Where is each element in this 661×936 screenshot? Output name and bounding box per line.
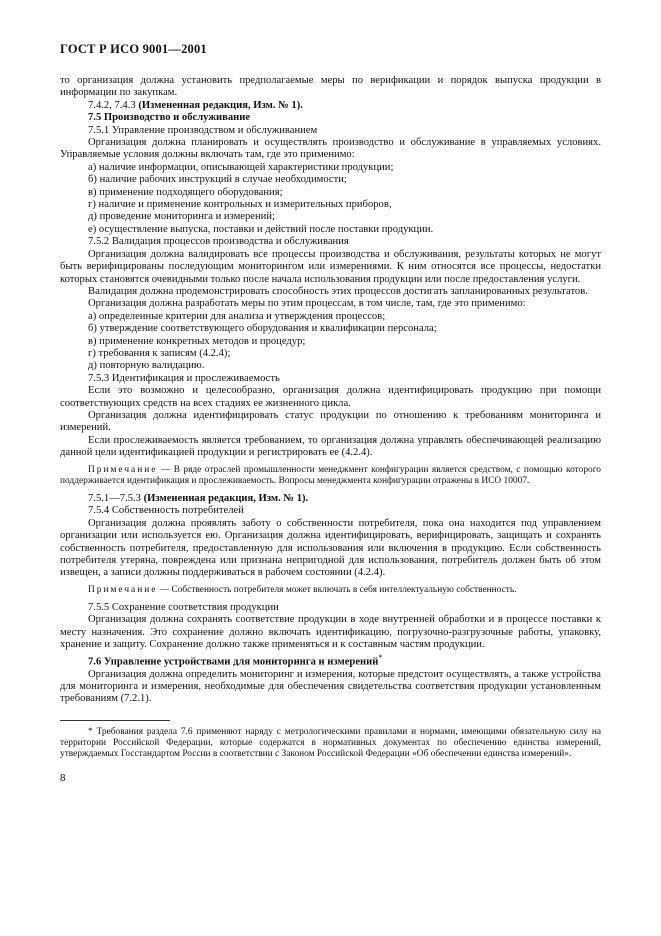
amendment-note: 7.5.1—7.5.3 (Измененная редакция, Изм. № 1). [88,493,309,504]
section-heading-7-5: 7.5 Производство и обслуживание [88,112,251,124]
paragraph: то организация должна установить предполагаемые меры по верификации и порядок выпуска продукции в информации по закупкам. [60,75,601,99]
paragraph: Организация должна сохранять соответствие продукции в ходе внутренней обработки и в процессе поставки к месту назначения. Это сохранение должно включать идентификацию, погрузочно-разгрузочные работы, упаковку, хранение и защиту. Сохранение должно также применяться и к составным частям продукции. [60,614,601,651]
list-item: г) требования к записям (4.2.4); [88,347,231,359]
footnote: * Требования раздела 7.6 применяют наряду с метрологическими правилами и нормами, имеющими обязательную силу на территории Российской Федерации, которые содержатся в нормативных документах по обеспечению единства измерений, утверждаемых Госстандартом России в соответствии с Законом Российской Федерации «Об обеспечении единства измерений». [60,726,601,760]
page-number: 8 [60,772,66,785]
amendment-note: 7.4.2, 7.4.3 (Измененная редакция, Изм. № 1). [88,99,303,111]
list-item: в) применение подходящего оборудования; [88,186,283,198]
section-heading-7-6: 7.6 Управление устройствами для мониторинга и измерений* [88,652,383,668]
list-item: д) повторную валидацию. [88,360,205,372]
paragraph: Организация должна планировать и осуществлять производство и обслуживание в управляемых условиях. Управляемые условия должны включать там, где это применимо: [60,137,601,161]
subsection-heading-7-5-3: 7.5.3 Идентификация и прослеживаемость [88,372,280,384]
subsection-heading-7-5-2: 7.5.2 Валидация процессов производства и обслуживания [88,236,349,248]
paragraph: Валидация должна продемонстрировать способность этих процессов достигать запланированных результатов. [88,285,588,297]
list-item: е) осуществление выпуска, поставки и действий после поставки продукции. [88,223,434,235]
subsection-heading-7-5-4: 7.5.4 Собственность потребителей [88,505,244,517]
document-header: ГОСТ Р ИСО 9001—2001 [60,42,207,56]
subsection-heading-7-5-1: 7.5.1 Управление производством и обслуживанием [88,124,318,136]
footnote-divider [60,720,170,721]
paragraph: Организация должна идентифицировать статус продукции по отношению к требованиям мониторинга и измерений. [60,409,601,434]
paragraph: Организация должна разработать меры по этим процессам, в том числе, там, где это применимо: [88,298,526,310]
list-item: а) наличие информации, описывающей характеристики продукции; [88,161,394,173]
note: Примечание — В ряде отраслей промышленности менеджмент конфигурации является средством, с помощью которого поддерживается идентификация и прослеживаемость. Вопросы менеджмента конфигурации отражены в ИСО 10007. [60,464,601,486]
paragraph: Если это возможно и целесообразно, организация должна идентифицировать продукцию при помощи соответствующих средств на всех стадиях ее жизненного цикла. [60,385,601,409]
list-item: б) наличие рабочих инструкций в случае необходимости; [88,174,347,186]
list-item: г) наличие и применение контрольных и измерительных приборов, [88,199,392,211]
paragraph: Организация должна проявлять заботу о собственности потребителя, пока она находится под управлением организации или используется ею. Организация должна идентифицировать, верифицировать, защищать и сохранять собственность потребителя, предоставленную для использования или включения в продукцию. Если собственность потребителя утеряна, повреждена или признана непригодной для использования, потребитель должен быть об этом извещен, а записи должны поддерживаться в рабочем состоянии (4.2.4). [60,517,601,579]
document-page [60,42,601,784]
footnote-marker[interactable]: * [378,652,383,662]
note: Примечание — Собственность потребителя может включать в себя интеллектуальную собственность. [88,584,517,595]
list-item: в) применение конкретных методов и процедур; [88,335,306,347]
paragraph: Если прослеживаемость является требованием, то организация должна управлять обеспечивающей реализацию данной цели идентификацией продукции и регистрировать ее (4.2.4). [60,434,601,459]
paragraph: Организация должна определить мониторинг и измерения, которые предстоит осуществлять, а также устройства для мониторинга и измерения, необходимые для обеспечения свидетельства соответствия продукции установленным требованиям (7.2.1). [60,668,601,705]
list-item: а) определенные критерии для анализа и утверждения процессов; [88,310,386,322]
list-item: д) проведение мониторинга и измерений; [88,211,275,223]
list-item: б) утверждение соответствующего оборудования и квалификации персонала; [88,323,437,335]
paragraph: Организация должна валидировать все процессы производства и обслуживания, результаты которых не могут быть верифицированы последующим мониторингом или измерениями. К ним относятся все процессы, недостатки которых становятся очевидными только после начала использования продукции или после предоставления услуги. [60,248,601,285]
subsection-heading-7-5-5: 7.5.5 Сохранение соответствия продукции [88,602,279,614]
